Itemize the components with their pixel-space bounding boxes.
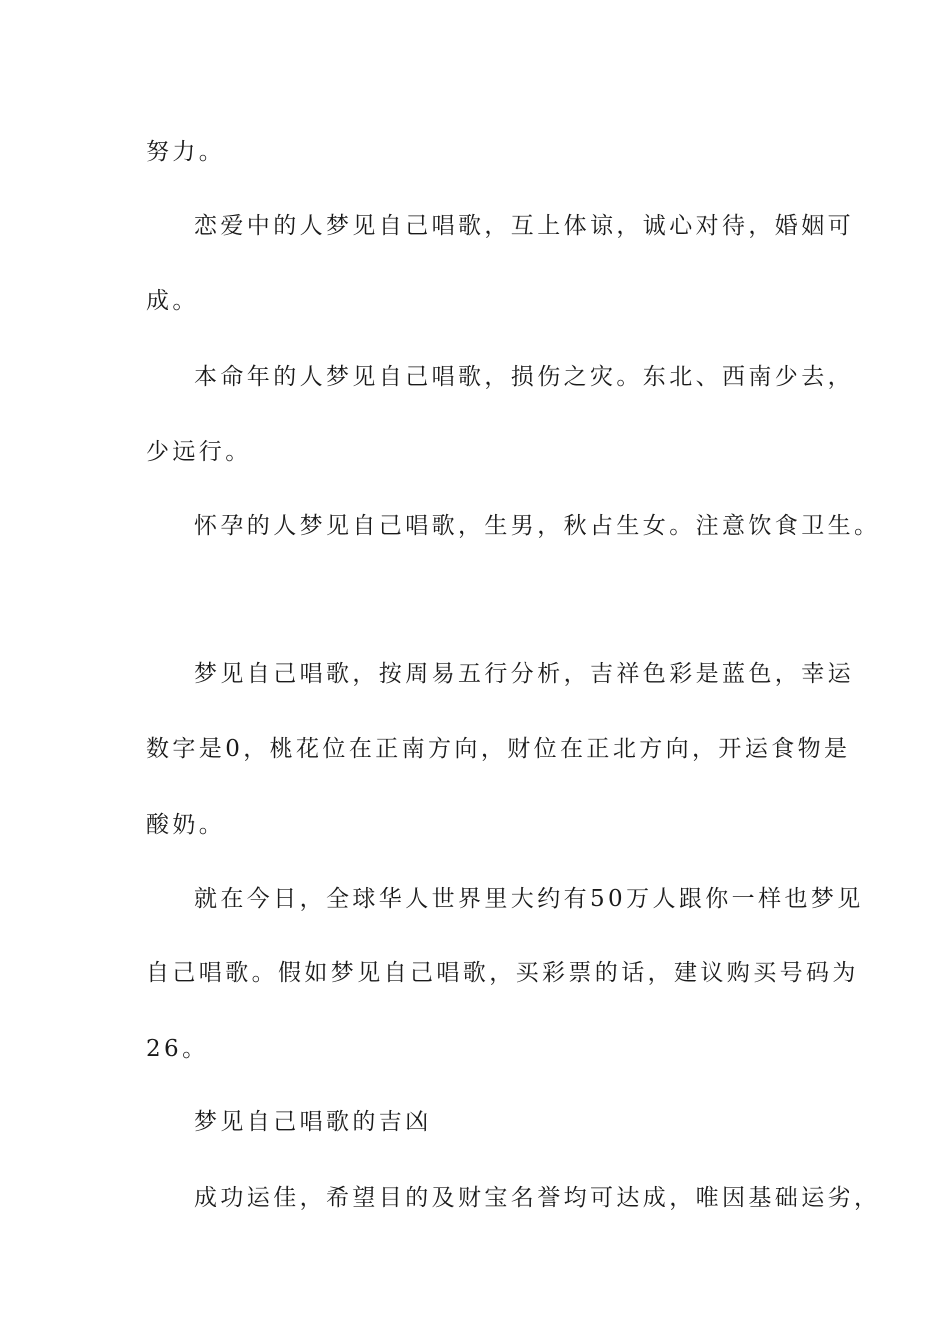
paragraph-pregnant: 怀孕的人梦见自己唱歌，生男，秋占生女。注意饮食卫生。: [194, 513, 881, 539]
text-line: 少远行。: [146, 439, 252, 465]
text-line: 26。: [146, 1036, 209, 1062]
text-line: 成。: [146, 288, 199, 314]
section-heading: 梦见自己唱歌的吉凶: [194, 1109, 432, 1135]
text-line: 努力。: [146, 139, 226, 165]
paragraph-fortune: 成功运佳，希望目的及财宝名誉均可达成，唯因基础运劣，: [194, 1185, 881, 1211]
text-line: 酸奶。: [146, 812, 226, 838]
paragraph-birth-year: 本命年的人梦见自己唱歌，损伤之灾。东北、西南少去，: [194, 364, 854, 390]
text-line: 数字是0，桃花位在正南方向，财位在正北方向，开运食物是: [146, 736, 851, 762]
text-line: 自己唱歌。假如梦见自己唱歌，买彩票的话，建议购买号码为: [146, 960, 859, 986]
paragraph-love: 恋爱中的人梦见自己唱歌，互上体谅，诚心对待，婚姻可: [194, 213, 854, 239]
paragraph-five-elements: 梦见自己唱歌，按周易五行分析，吉祥色彩是蓝色，幸运: [194, 661, 854, 687]
paragraph-today: 就在今日，全球华人世界里大约有50万人跟你一样也梦见: [194, 886, 864, 912]
